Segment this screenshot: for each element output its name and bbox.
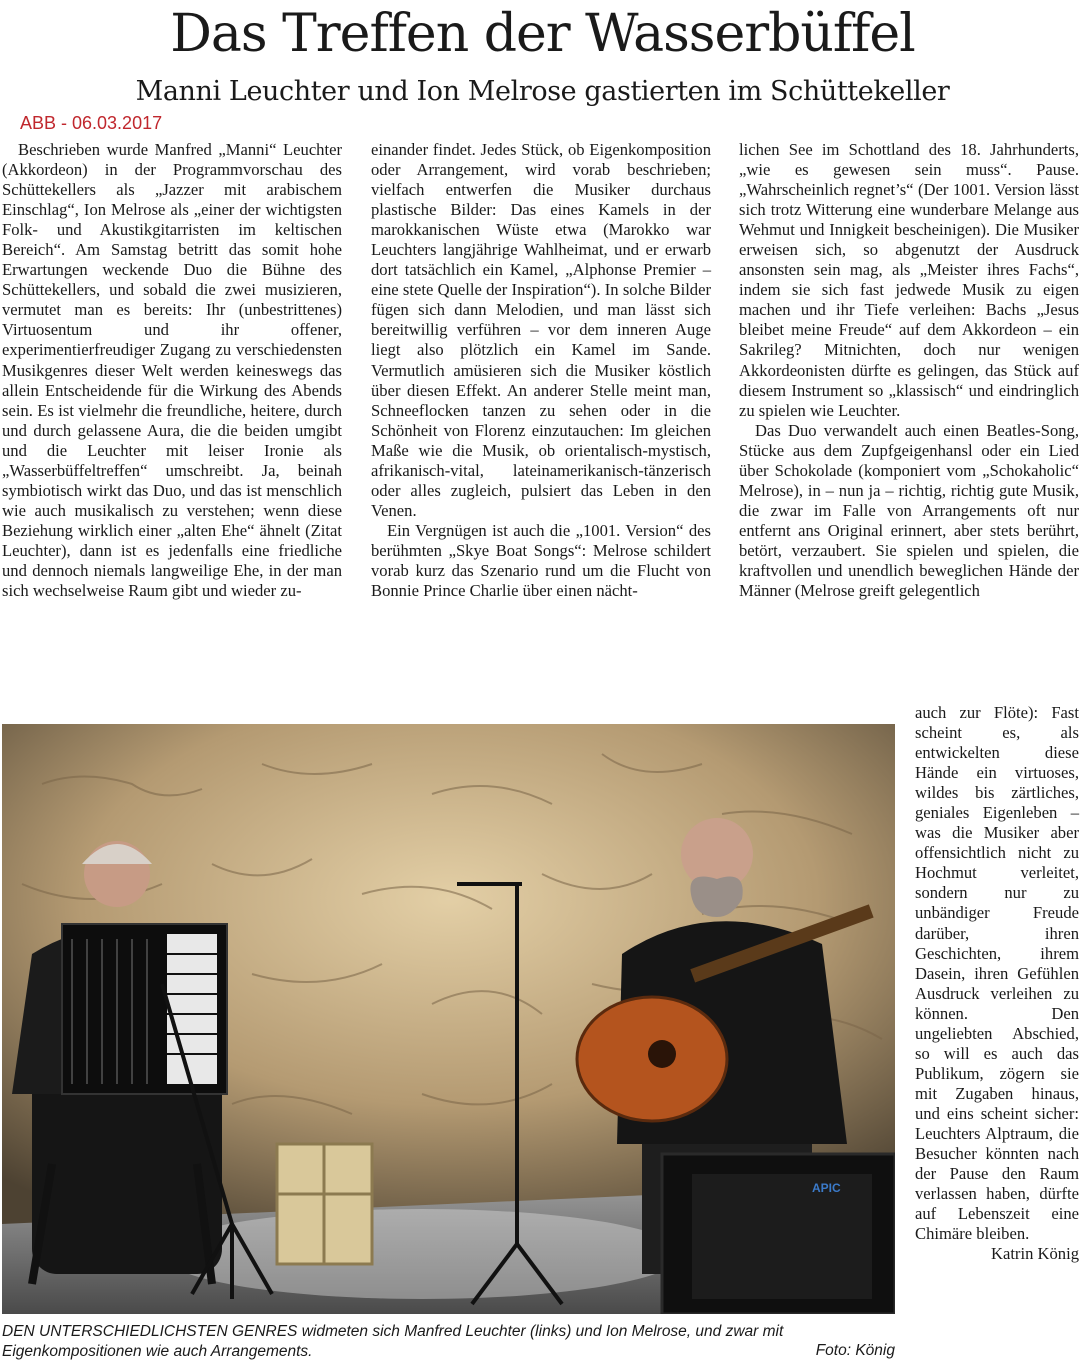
article-column-3 [739, 140, 1079, 601]
article-column-1 [2, 140, 342, 601]
paragraph: Ein Vergnügen ist auch die „1001. Version“ des berühmten „Skye Boat Songs“: Melrose schildert vorab kurz das Szenario rund um die Flucht von Bonnie Prince Charlie über einen nächt- [371, 520, 711, 601]
amplifier-logo: APIC [812, 1181, 841, 1195]
paragraph: Beschrieben wurde Manfred „Manni“ Leuchter (Akkordeon) in der Programmvorschau des Schüttekellers als „Jazzer mit arabischem Einschlag“, Ion Melrose als „einer der wichtigsten Folk- und Akustikgitarristen im keltischen Bereich“. Am Samstag betritt das somit hohe Erwartungen weckende Duo die Bühne des Schüttekellers, und sobald die zwei musizieren, vermutet man es bereits: Ihr (unbestrittenes) Virtuosentum und ihr offener, experimentierfreudiger Zugang zu verschiedensten Musikgenres dieser Welt werden keineswegs das allein Entscheidende für die Wirkung des Abends sein. Es ist vielmehr die freundliche, heitere, durch und durch gelassene Aura, die die beiden umgibt und die Leuchter mit leiser Ironie als „Wasserbüffeltreffen“ umschreibt. Ja, beinah symbiotisch wirkt das Duo, und das ist menschlich wie auch musikalisch zu verstehen; wenn diese Beziehung wirklich einer „alten Ehe“ ähnelt (Zitat Leuchter), dann ist es jedenfalls eine friedliche und dennoch niemals langweilige Ehe, in der man sich wechselweise Raum gibt und wieder zu- [2, 140, 342, 601]
concert-photo [2, 724, 895, 1314]
wooden-crate [277, 1144, 372, 1264]
article-column-4 [915, 703, 1079, 1264]
caption-text: widmeten sich Manfred Leuchter (links) und Ion Melrose, und zwar mit Eigenkompositionen wie auch Arrangements. [2, 1323, 784, 1360]
paragraph: auch zur Flöte): Fast scheint es, als entwickelten diese Hände ein virtuoses, wildes bis zärtliches, geniales Eigenleben – was die Musiker aber offensichtlich nicht zu Hochmut verleitet, sondern nur zu unbändiger Freude darüber, ihren Geschichten, ihrem Dasein, ihren Gefühlen Ausdruck verleihen zu können. Den ungeliebten Abschied, so will es auch das Publikum, zögern sie mit Zugaben hinaus, und eins scheint sicher: Leuchters Alptraum, die Besucher könnten nach der Pause den Raum verlassen haben, dürfte auf Lebenszeit eine Chimäre bleiben. [915, 703, 1079, 1244]
paragraph: Das Duo verwandelt auch einen Beatles-Song, Stücke aus dem Zupfgeigenhansl oder ein Lied über Schokolade (komponiert vom „Schokaholic“ Melrose), in – nun ja – richtig, richtig gute Musik, die zwar im Falle von Arrangements oft nur entfernt ans Original erinnert, aber stets berührt, betört, verzaubert. Sie spielen und spielen, die kraftvollen und unendlich beweglichen Hände der Männer (Melrose greift gelegentlich [739, 420, 1079, 601]
article-headline: Das Treffen der Wasserbüffel [170, 4, 915, 64]
paragraph: einander findet. Jedes Stück, ob Eigenkomposition oder Arrangement, wird vorab beschrieben; vielfach entwerfen die Musiker durchaus plastische Bilder: Das eines Kamels in der marokkanischen Wüste etwa (Marokko war Leuchters langjährige Wahlheimat, und er erwarb dort tatsächlich ein Kamel, „Alphonse Premier – eine stete Quelle der Inspiration“). In solche Bilder fügen sich dann Melodien, und man lässt sich bereitwillig verführen – vor dem inneren Auge liegt also plötzlich ein Kamel im Sande. Vermutlich amüsieren sich die Musiker köstlich über diesen Effekt. An anderer Stelle meint man, Schneeflocken tanzen zu sehen oder in die Schönheit von Florenz einzutauchen: Im gleichen Maße wie die Musik, ob orientalisch-mystisch, afrikanisch-vital, lateinamerikanisch-tänzerisch oder alles zugleich, pulsiert das Leben in den Venen. [371, 140, 711, 520]
floor-spotlight [162, 1209, 682, 1299]
photo-credit: Foto: König [815, 1342, 895, 1359]
paragraph: lichen See im Schottland des 18. Jahrhunderts, „wie es gewesen sein muss“. Pause. „Wahrscheinlich regnet’s“ (Der 1001. Version lässt sich trotz Witterung eine wunderbare Melange aus Wehmut und Innigkeit bescheinigen). Die Musiker erweisen sich, so abgenutzt der Ausdruck ansonsten sein mag, als „Meister ihres Fachs“, indem sie sich fast jedwede Musik zu eigen machen und ihr Tiefe verleihen: Bachs „Jesus bleibet meine Freude“ auf dem Akkordeon – ein Sakrileg? Mitnichten, doch nur wenigen Akkordeonisten dürfte es gelingen, das Stück auf diesem Instrument so „klassisch“ und eindringlich zu spielen wie Leuchter. [739, 140, 1079, 420]
author-byline: Katrin König [990, 1244, 1079, 1264]
amplifier [662, 1154, 895, 1314]
article-column-2 [371, 140, 711, 601]
article-subheadline: Manni Leuchter und Ion Melrose gastierten im Schüttekeller [135, 76, 950, 107]
photo-caption [2, 1322, 895, 1362]
source-stamp: ABB - 06.03.2017 [20, 113, 163, 133]
caption-lead: DEN UNTERSCHIEDLICHSTEN GENRES [2, 1323, 298, 1340]
